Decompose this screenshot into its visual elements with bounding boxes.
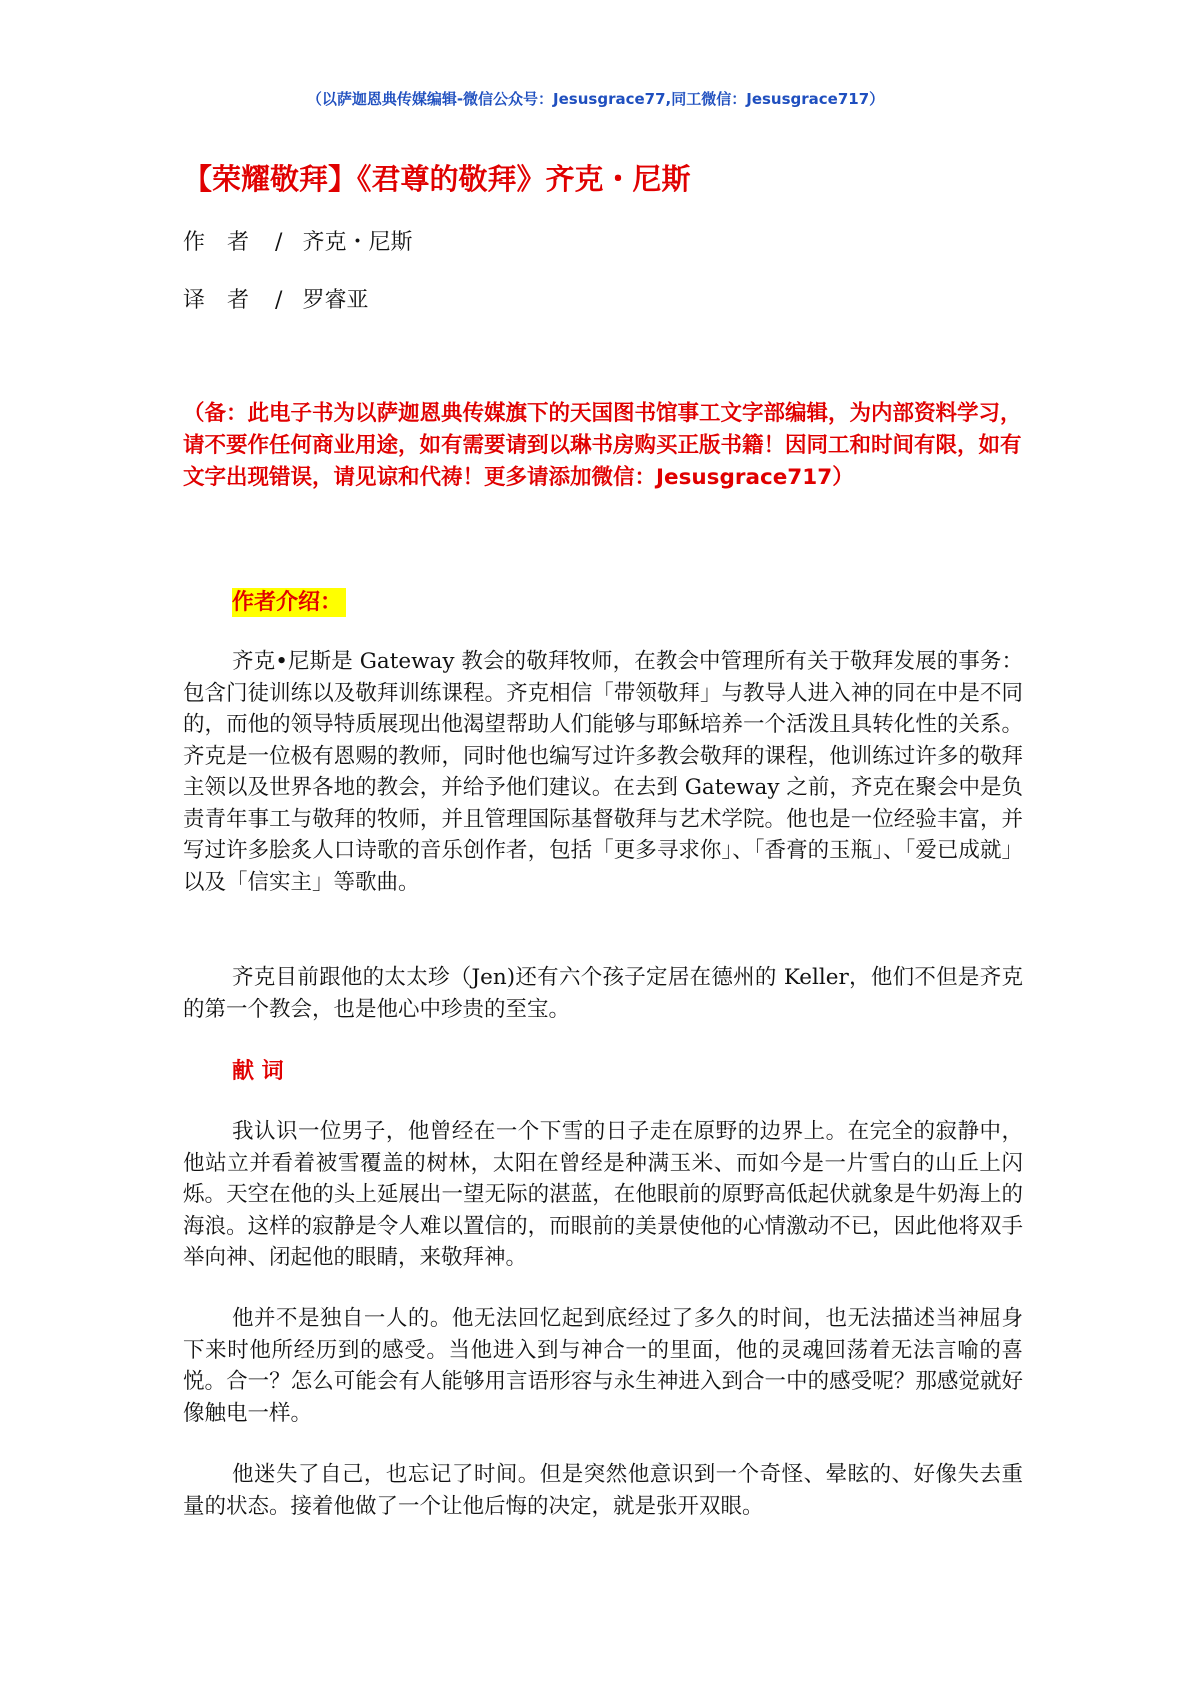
translator-separator: / [275, 288, 283, 313]
author-name: 齐克・尼斯 [302, 230, 413, 255]
author-intro-heading [232, 585, 346, 616]
translator-line [183, 283, 368, 314]
author-line [183, 225, 412, 256]
header-note: （以萨迦恩典传媒编辑-微信公众号：Jesusgrace77,同工微信：Jesusgrace717） [306, 90, 885, 108]
author-label: 作者 [183, 230, 272, 255]
dedication-paragraph-2: 他并不是独自一人的。他无法回忆起到底经过了多久的时间，也无法描述当神屈身下来时他所经历到的感受。当他进入到与神合一的里面，他的灵魂回荡着无法言喻的喜悦。合一？怎么可能会有人能够用言语形容与永生神进入到合一中的感受呢？那感觉就好像触电一样。 [183, 1306, 1023, 1426]
translator-label: 译者 [183, 288, 272, 313]
copyright-notice: （备：此电子书为以萨迦恩典传媒旗下的天国图书馆事工文字部编辑，为内部资料学习，请不要作任何商业用途，如有需要请到以琳书房购买正版书籍！因同工和时间有限，如有文字出现错误，请见谅和代祷！更多请添加微信：Jesusgrace717） [183, 401, 1022, 490]
dedication-heading-text: 献 词 [232, 1059, 284, 1084]
author-intro-heading-text: 作者介绍： [232, 588, 346, 617]
intro-paragraph-1: 齐克•尼斯是 Gateway 教会的敬拜牧师，在教会中管理所有关于敬拜发展的事务：包含门徒训练以及敬拜训练课程。齐克相信「带领敬拜」与教导人进入神的同在中是不同的，而他的领导特质展现出他渴望帮助人们能够与耶稣培养一个活泼且具转化性的关系。齐克是一位极有恩赐的教师，同时他也编写过许多教会敬拜的课程，他训练过许多的敬拜主领以及世界各地的教会，并给予他们建议。在去到 Gateway 之前，齐克在聚会中是负责青年事工与敬拜的牧师，并且管理国际基督敬拜与艺术学院。他也是一位经验丰富，并写过许多脍炙人口诗歌的音乐创作者，包括「更多寻求你」、「香膏的玉瓶」、「爱已成就」以及「信实主」等歌曲。 [183, 649, 1023, 895]
document-title: 【荣耀敬拜】《君尊的敬拜》齐克・尼斯 [183, 162, 691, 196]
dedication-paragraph-3: 他迷失了自己，也忘记了时间。但是突然他意识到一个奇怪、晕眩的、好像失去重量的状态。接着他做了一个让他后悔的决定，就是张开双眼。 [183, 1462, 1023, 1519]
author-separator: / [275, 230, 283, 255]
intro-paragraph-2: 齐克目前跟他的太太珍（Jen)还有六个孩子定居在德州的 Keller，他们不但是齐克的第一个教会，也是他心中珍贵的至宝。 [183, 965, 1023, 1022]
dedication-heading [232, 1054, 284, 1085]
translator-name: 罗睿亚 [302, 288, 369, 313]
dedication-paragraph-1: 我认识一位男子，他曾经在一个下雪的日子走在原野的边界上。在完全的寂静中，他站立并看着被雪覆盖的树林，太阳在曾经是种满玉米、而如今是一片雪白的山丘上闪烁。天空在他的头上延展出一望无际的湛蓝，在他眼前的原野高低起伏就象是牛奶海上的海浪。这样的寂静是令人难以置信的，而眼前的美景使他的心情激动不已，因此他将双手举向神、闭起他的眼睛，来敬拜神。 [183, 1119, 1023, 1270]
